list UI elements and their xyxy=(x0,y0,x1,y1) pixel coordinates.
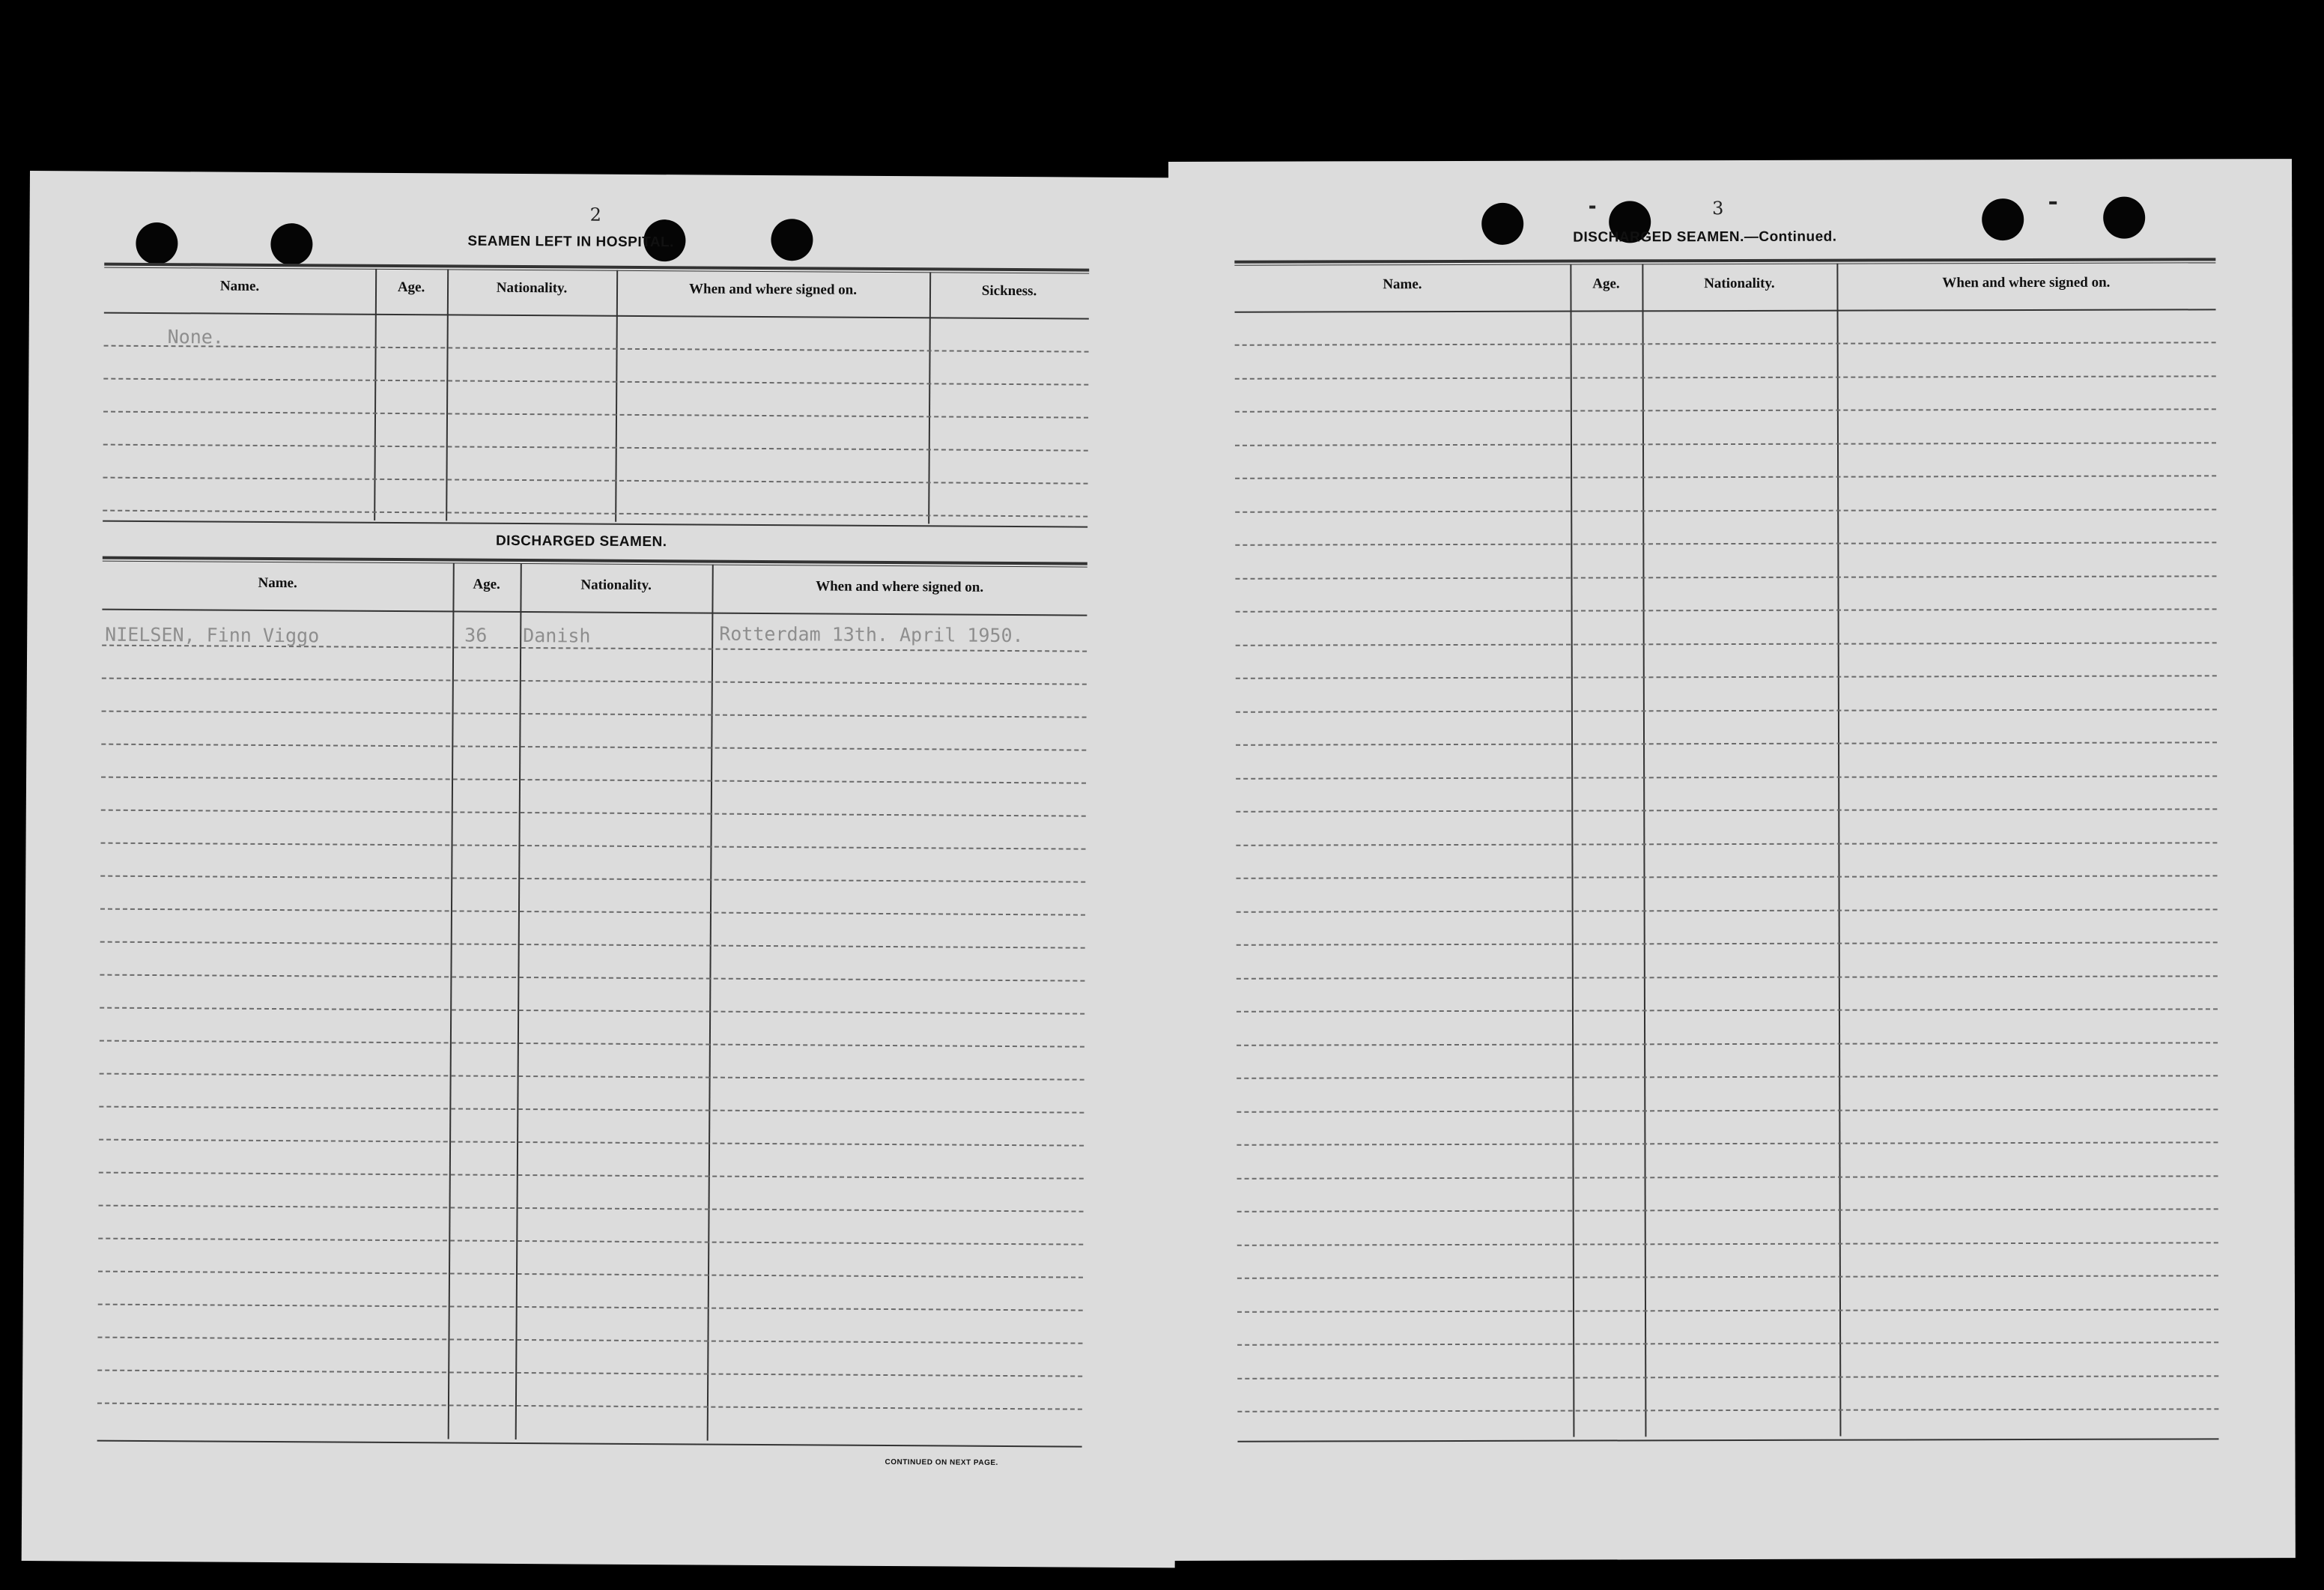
row-line xyxy=(101,744,1086,751)
col-header-name: Name. xyxy=(258,574,297,592)
column-divider xyxy=(707,565,714,1441)
row-line xyxy=(99,1172,1084,1180)
row-line xyxy=(1235,541,2216,545)
column-divider xyxy=(448,562,455,1439)
row-line xyxy=(1236,741,2217,745)
seaman-name: NIELSEN, Finn Viggo xyxy=(105,623,320,647)
punch-hole xyxy=(270,223,312,265)
row-line xyxy=(100,941,1085,949)
row-line xyxy=(1235,342,2216,345)
row-line xyxy=(100,908,1085,916)
row-line xyxy=(1237,1008,2218,1012)
section-title-discharged: DISCHARGED SEAMEN. xyxy=(495,532,667,550)
row-line xyxy=(101,843,1086,850)
row-line xyxy=(1237,1408,2218,1412)
row-line xyxy=(1236,775,2217,779)
row-line xyxy=(1235,509,2216,512)
col-header-age: Age. xyxy=(1592,276,1620,292)
right-page xyxy=(1168,159,2296,1561)
row-line xyxy=(103,444,1088,452)
col-header-signed-on: When and where signed on. xyxy=(1942,274,2111,291)
row-line xyxy=(1235,375,2216,379)
header-rule xyxy=(102,609,1087,616)
column-divider xyxy=(374,269,377,521)
seaman-signed-on: Rotterdam 13th. April 1950. xyxy=(719,622,1024,647)
row-line xyxy=(100,1007,1084,1015)
row-line xyxy=(1237,1042,2218,1046)
row-line xyxy=(97,1403,1082,1410)
column-divider xyxy=(446,269,449,521)
header-rule xyxy=(1235,309,2216,312)
punch-hole xyxy=(2103,197,2145,239)
table-bottom-rule xyxy=(1237,1438,2218,1442)
header-rule xyxy=(104,312,1089,320)
row-line xyxy=(1237,975,2218,979)
col-header-age: Age. xyxy=(397,279,425,296)
row-line xyxy=(101,810,1086,817)
column-divider xyxy=(615,270,618,522)
punch-hole xyxy=(771,219,813,261)
row-line xyxy=(1236,642,2217,646)
row-line xyxy=(1237,1175,2218,1179)
row-line xyxy=(99,1205,1084,1213)
seaman-nationality: Danish xyxy=(523,625,591,647)
row-line xyxy=(1235,442,2216,446)
table-bottom-rule xyxy=(97,1440,1082,1448)
col-header-nationality: Nationality. xyxy=(580,577,652,594)
col-header-nationality: Nationality. xyxy=(496,279,568,297)
row-line xyxy=(1235,475,2216,479)
row-line xyxy=(1236,608,2217,612)
col-header-sickness: Sickness. xyxy=(981,282,1037,300)
seaman-age: 36 xyxy=(464,624,488,646)
row-line xyxy=(104,345,1089,353)
row-line xyxy=(100,876,1085,883)
row-line xyxy=(98,1238,1083,1245)
column-divider xyxy=(1642,264,1646,1436)
col-header-signed-on: When and where signed on. xyxy=(688,281,858,298)
punch-hole xyxy=(1982,198,2024,240)
row-line xyxy=(1237,941,2218,945)
row-line xyxy=(1236,808,2217,812)
row-line xyxy=(1237,875,2218,879)
row-line xyxy=(100,1073,1084,1081)
page-number: 3 xyxy=(1712,198,1724,219)
marking xyxy=(1589,206,1595,209)
row-line xyxy=(99,1106,1084,1114)
row-line xyxy=(1237,1308,2218,1312)
row-line xyxy=(1237,1208,2218,1212)
page-number: 2 xyxy=(589,204,602,225)
row-line xyxy=(103,378,1088,386)
col-header-name: Name. xyxy=(1383,276,1422,293)
col-header-age: Age. xyxy=(473,576,500,592)
row-line xyxy=(102,678,1087,685)
row-line xyxy=(103,510,1087,518)
row-line xyxy=(1237,1075,2218,1078)
row-line xyxy=(1236,708,2217,712)
continued-footer: CONTINUED ON NEXT PAGE. xyxy=(885,1458,998,1467)
col-header-name: Name. xyxy=(219,278,260,294)
section-rule xyxy=(103,521,1087,528)
row-line xyxy=(103,477,1087,485)
row-line xyxy=(101,777,1086,784)
row-line xyxy=(98,1271,1083,1278)
row-line xyxy=(98,1304,1083,1311)
row-line xyxy=(1235,575,2216,579)
row-line xyxy=(97,1370,1082,1377)
row-line xyxy=(1237,908,2218,912)
row-line xyxy=(1236,675,2217,679)
row-line xyxy=(103,411,1088,419)
column-divider xyxy=(1836,264,1841,1436)
punch-hole xyxy=(136,222,178,264)
col-header-signed-on: When and where signed on. xyxy=(816,578,984,595)
row-line xyxy=(100,974,1084,982)
row-line xyxy=(99,1139,1084,1147)
row-line xyxy=(97,1337,1082,1344)
col-header-nationality: Nationality. xyxy=(1704,275,1775,292)
row-line xyxy=(1237,1141,2218,1145)
row-line xyxy=(102,711,1087,718)
punch-hole xyxy=(1481,203,1523,245)
row-line xyxy=(1236,842,2217,846)
row-line xyxy=(1237,1341,2218,1345)
row-line xyxy=(1235,408,2216,412)
row-line xyxy=(100,1040,1084,1048)
marking xyxy=(2049,201,2057,204)
row-line xyxy=(1237,1242,2218,1245)
section-title-discharged-continued: DISCHARGED SEAMEN.—Continued. xyxy=(1573,228,1837,246)
hospital-entry: None. xyxy=(167,326,225,348)
column-divider xyxy=(515,563,522,1439)
column-divider xyxy=(1570,264,1574,1437)
row-line xyxy=(1237,1375,2218,1379)
column-divider xyxy=(928,272,931,524)
left-page xyxy=(22,171,1183,1568)
row-line xyxy=(1237,1108,2218,1112)
section-title-hospital: SEAMEN LEFT IN HOSPITAL. xyxy=(467,233,675,251)
row-line xyxy=(1237,1275,2218,1278)
